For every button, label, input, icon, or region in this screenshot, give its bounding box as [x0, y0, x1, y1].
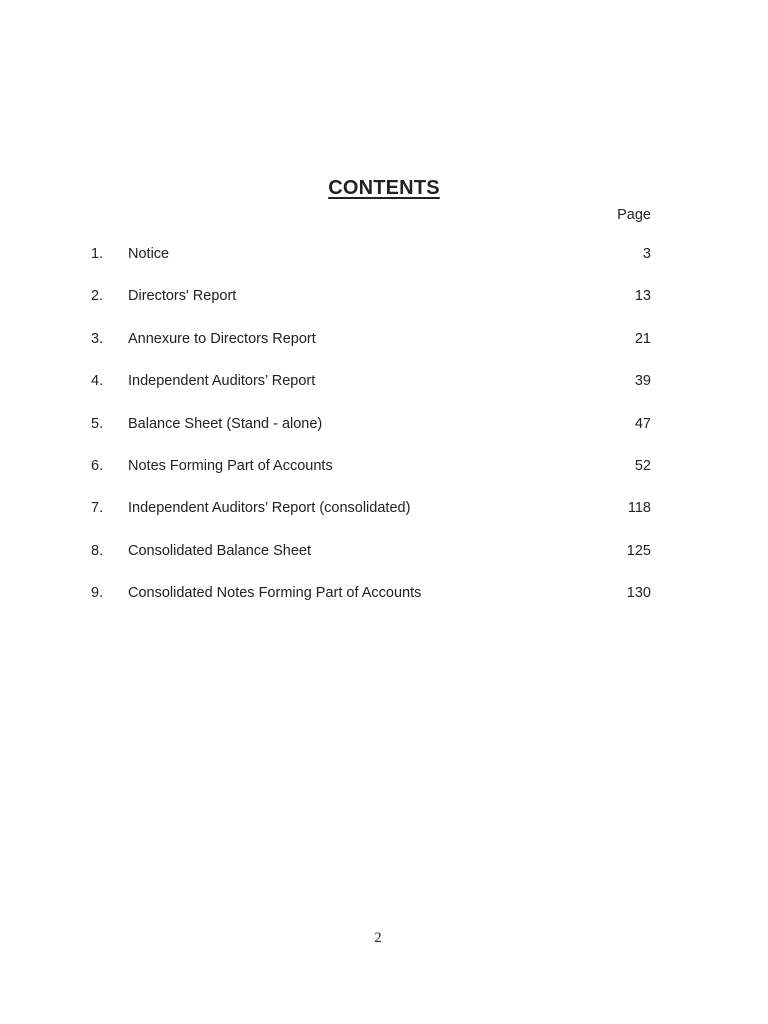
toc-entry-number: 3. — [91, 330, 104, 347]
table-of-contents — [91, 245, 651, 627]
contents-title — [0, 177, 768, 200]
page-column-header: Page — [617, 207, 651, 223]
toc-entry-balance-sheet[interactable] — [91, 415, 651, 457]
toc-entry-page: 118 — [627, 500, 651, 517]
toc-entry-number: 9. — [91, 585, 104, 602]
toc-entry-number: 5. — [91, 415, 104, 432]
toc-entry-number: 4. — [91, 373, 104, 390]
toc-entry-page: 13 — [634, 288, 651, 305]
toc-entry-page: 3 — [642, 246, 651, 262]
toc-entry-notice[interactable] — [91, 245, 651, 287]
toc-entry-label: Annexure to Directors Report — [128, 330, 316, 347]
toc-entry-auditors-report-consolidated[interactable] — [91, 499, 651, 541]
toc-entry-page: 52 — [634, 457, 651, 474]
toc-entry-notes[interactable] — [91, 457, 651, 499]
page-number: 2 — [374, 930, 382, 946]
toc-entry-label: Balance Sheet (Stand - alone) — [128, 415, 323, 432]
toc-entry-directors-report[interactable] — [91, 287, 651, 329]
toc-entry-label: Consolidated Balance Sheet — [128, 542, 311, 559]
toc-entry-annexure[interactable] — [91, 330, 651, 372]
toc-entry-label: Notice — [128, 246, 170, 262]
toc-entry-page: 47 — [634, 415, 651, 432]
toc-entry-page: 130 — [626, 585, 651, 602]
toc-entry-auditors-report[interactable] — [91, 372, 651, 414]
toc-entry-page: 21 — [634, 330, 651, 347]
toc-entry-number: 7. — [91, 500, 104, 517]
toc-entry-consolidated-notes[interactable] — [91, 584, 651, 626]
toc-entry-page: 39 — [634, 373, 651, 390]
toc-entry-number: 8. — [91, 542, 104, 559]
toc-entry-consolidated-balance-sheet[interactable] — [91, 542, 651, 584]
toc-entry-page: 125 — [626, 542, 651, 559]
toc-entry-label: Independent Auditors’ Report — [128, 373, 316, 390]
toc-entry-label: Notes Forming Part of Accounts — [128, 457, 333, 474]
toc-entry-label: Independent Auditors’ Report (consolidated) — [128, 500, 411, 517]
toc-entry-label: Directors' Report — [128, 288, 237, 305]
toc-entry-number: 6. — [91, 457, 104, 474]
contents-title-text: CONTENTS — [328, 177, 440, 199]
toc-entry-number: 2. — [91, 288, 104, 305]
toc-entry-number: 1. — [91, 246, 104, 262]
toc-entry-label: Consolidated Notes Forming Part of Accounts — [128, 585, 422, 602]
